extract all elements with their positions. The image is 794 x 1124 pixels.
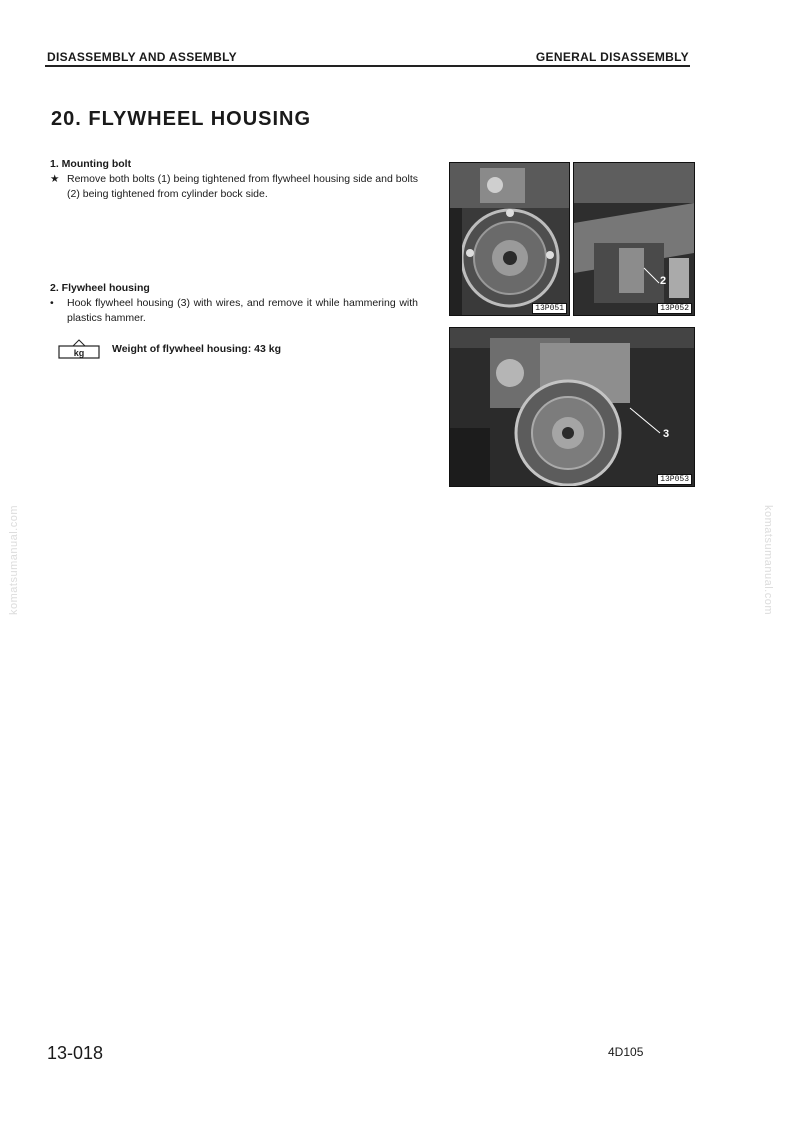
star-icon: ★ [50, 173, 60, 185]
photo-13p052 [573, 162, 695, 316]
watermark-right: komatsumanual.com [762, 505, 774, 615]
weight-text: Weight of flywheel housing: 43 kg [112, 343, 281, 355]
step-text: Hook flywheel housing (3) with wires, and remove it while hammering with plastics hammer. [67, 297, 418, 324]
step-flywheel-housing [50, 281, 418, 326]
weight-icon [56, 338, 102, 360]
photo-code: 13P053 [657, 474, 692, 485]
step-heading: 2. Flywheel housing [50, 282, 150, 294]
step-bullet-row [50, 296, 418, 326]
page-number: 13-018 [47, 1043, 104, 1063]
step-mounting-bolt [50, 157, 418, 202]
weight-icon-label: kg [73, 348, 85, 358]
photo-label: 2 [660, 275, 667, 287]
weight-row [56, 338, 281, 360]
photo-code: 13P052 [657, 303, 692, 314]
step-bullet-row [50, 172, 418, 202]
header-right: GENERAL DISASSEMBLY [535, 50, 689, 64]
step-text: Remove both bolts (1) being tightened from flywheel housing side and bolts (2) being tightened from cylinder bock side. [67, 173, 418, 200]
step-heading: 1. Mounting bolt [50, 158, 132, 170]
watermark-left: komatsumanual.com [8, 505, 20, 615]
photo-13p053 [449, 327, 695, 487]
header-rule [45, 65, 690, 67]
photo-label: 3 [663, 428, 670, 440]
model-number: 4D105 [608, 1045, 644, 1059]
photo-13p051 [449, 162, 570, 316]
photo-code: 13P051 [532, 303, 567, 314]
header-left: DISASSEMBLY AND ASSEMBLY [47, 50, 237, 64]
section-title: 20. FLYWHEEL HOUSING [51, 108, 312, 130]
bullet-icon: • [50, 297, 54, 309]
